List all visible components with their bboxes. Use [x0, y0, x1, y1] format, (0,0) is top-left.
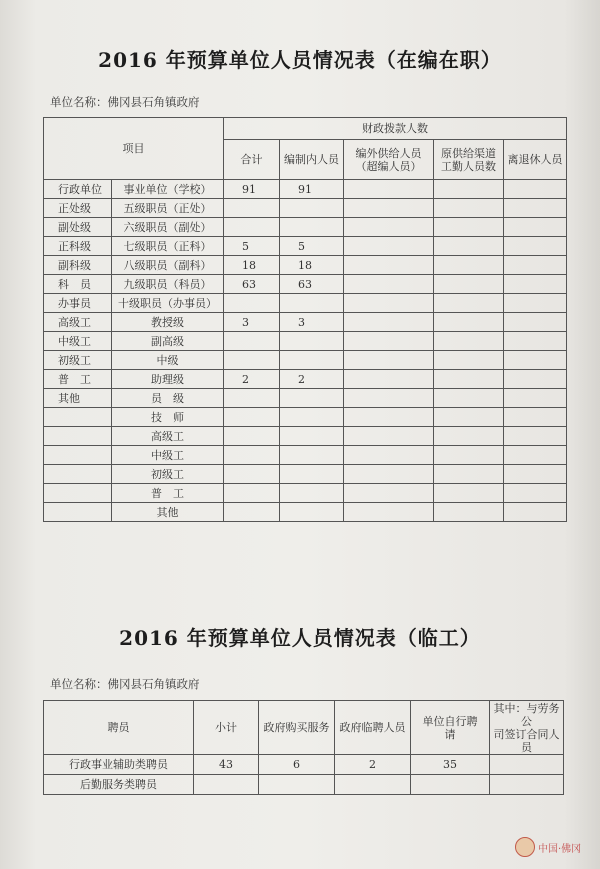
cell-value: 5 — [280, 237, 344, 256]
cell-value — [434, 484, 504, 503]
site-watermark — [515, 836, 593, 858]
cell-value — [224, 503, 280, 522]
cell-value — [504, 275, 567, 294]
table-row — [44, 332, 567, 351]
table-row — [44, 313, 567, 332]
cell-value — [504, 465, 567, 484]
table-row — [44, 755, 564, 775]
row-grade: 其他 — [112, 503, 224, 522]
cell-value — [224, 351, 280, 370]
header-item: 项目 — [44, 118, 224, 180]
header-funding: 财政拨款人数 — [224, 118, 567, 140]
cell-value — [344, 484, 434, 503]
row-grade: 教授级 — [112, 313, 224, 332]
cell-value — [504, 408, 567, 427]
cell-value — [344, 351, 434, 370]
cell-value — [504, 351, 567, 370]
cell-value — [344, 446, 434, 465]
cell-value — [344, 370, 434, 389]
cell-value — [504, 218, 567, 237]
row-level — [44, 465, 112, 484]
table-row — [44, 427, 567, 446]
cell-value — [335, 775, 411, 795]
cell-value — [344, 427, 434, 446]
row-grade: 普 工 — [112, 484, 224, 503]
row-grade: 技 师 — [112, 408, 224, 427]
row-grade: 五级职员（正处） — [112, 199, 224, 218]
cell-value: 2 — [335, 755, 411, 775]
cell-value — [280, 484, 344, 503]
row-grade: 事业单位（学校） — [112, 180, 224, 199]
row-level — [44, 503, 112, 522]
cell-value — [504, 313, 567, 332]
row-level — [44, 484, 112, 503]
cell-value: 3 — [224, 313, 280, 332]
cell-value — [434, 294, 504, 313]
cell-value — [434, 408, 504, 427]
cell-value: 43 — [194, 755, 259, 775]
cell-value — [411, 775, 490, 795]
cell-value: 18 — [280, 256, 344, 275]
cell-value — [280, 199, 344, 218]
row-level — [44, 427, 112, 446]
cell-value — [434, 465, 504, 484]
t2-header-col-0: 聘员 — [44, 701, 194, 755]
row-grade: 中级 — [112, 351, 224, 370]
header-col-2: 编外供给人员 （超编人员） — [344, 140, 434, 180]
cell-value — [344, 275, 434, 294]
table-row — [44, 294, 567, 313]
cell-value: 2 — [280, 370, 344, 389]
header-col-1: 编制内人员 — [280, 140, 344, 180]
table-row — [44, 218, 567, 237]
table1-unit-label: 单位名称：佛冈县石角镇政府 — [50, 95, 200, 109]
cell-value — [504, 199, 567, 218]
row-level: 高级工 — [44, 313, 112, 332]
cell-value — [280, 294, 344, 313]
cell-value — [434, 313, 504, 332]
cell-value — [504, 427, 567, 446]
cell-value — [344, 256, 434, 275]
cell-value: 91 — [224, 180, 280, 199]
table-row — [44, 370, 567, 389]
row-level: 科 员 — [44, 275, 112, 294]
cell-value — [434, 256, 504, 275]
cell-value: 5 — [224, 237, 280, 256]
cell-value — [344, 313, 434, 332]
cell-value — [434, 427, 504, 446]
cell-value — [434, 199, 504, 218]
row-level: 正科级 — [44, 237, 112, 256]
row-grade: 十级职员（办事员） — [112, 294, 224, 313]
cell-value — [280, 427, 344, 446]
table2-unit-label: 单位名称：佛冈县石角镇政府 — [50, 677, 200, 691]
cell-value: 6 — [259, 755, 335, 775]
row-level — [44, 446, 112, 465]
cell-value — [504, 484, 567, 503]
table-row — [44, 180, 567, 199]
t2-header-col-4: 单位自行聘 请 — [411, 701, 490, 755]
row-level — [44, 408, 112, 427]
row-label: 行政事业辅助类聘员 — [44, 755, 194, 775]
row-grade: 六级职员（副处） — [112, 218, 224, 237]
cell-value: 3 — [280, 313, 344, 332]
cell-value — [344, 237, 434, 256]
table-row — [44, 446, 567, 465]
cell-value — [280, 465, 344, 484]
cell-value — [344, 408, 434, 427]
table-row — [44, 465, 567, 484]
cell-value — [224, 408, 280, 427]
cell-value — [280, 389, 344, 408]
row-grade: 副高级 — [112, 332, 224, 351]
row-level: 办事员 — [44, 294, 112, 313]
table-row — [44, 237, 567, 256]
cell-value — [224, 199, 280, 218]
cell-value — [224, 218, 280, 237]
table-row — [44, 484, 567, 503]
cell-value — [434, 218, 504, 237]
cell-value: 91 — [280, 180, 344, 199]
cell-value — [280, 446, 344, 465]
row-level: 初级工 — [44, 351, 112, 370]
table-row — [44, 199, 567, 218]
cell-value — [224, 332, 280, 351]
cell-value — [434, 332, 504, 351]
cell-value — [434, 180, 504, 199]
table-row — [44, 389, 567, 408]
t2-header-col-1: 小计 — [194, 701, 259, 755]
cell-value — [434, 275, 504, 294]
cell-value — [280, 408, 344, 427]
cell-value — [504, 446, 567, 465]
cell-value — [344, 465, 434, 484]
cell-value — [504, 237, 567, 256]
cell-value — [194, 775, 259, 795]
cell-value — [434, 446, 504, 465]
cell-value — [504, 389, 567, 408]
cell-value — [434, 389, 504, 408]
table-row — [44, 775, 564, 795]
table-row — [44, 275, 567, 294]
row-grade: 高级工 — [112, 427, 224, 446]
row-grade: 七级职员（正科） — [112, 237, 224, 256]
row-grade: 初级工 — [112, 465, 224, 484]
row-grade: 中级工 — [112, 446, 224, 465]
table-row — [44, 256, 567, 275]
header-col-0: 合计 — [224, 140, 280, 180]
cell-value — [224, 389, 280, 408]
cell-value — [504, 503, 567, 522]
cell-value — [344, 503, 434, 522]
row-level: 副科级 — [44, 256, 112, 275]
row-label: 后勤服务类聘员 — [44, 775, 194, 795]
t2-header-col-2: 政府购买服务 — [259, 701, 335, 755]
cell-value — [280, 218, 344, 237]
cell-value — [434, 351, 504, 370]
t2-header-col-5: 其中：与劳务公 司签订合同人员 — [490, 701, 564, 755]
cell-value — [504, 180, 567, 199]
table-row — [44, 503, 567, 522]
seal-icon — [515, 837, 535, 857]
row-level: 其他 — [44, 389, 112, 408]
table-row — [44, 351, 567, 370]
cell-value — [344, 180, 434, 199]
cell-value — [344, 332, 434, 351]
cell-value — [280, 332, 344, 351]
row-level: 副处级 — [44, 218, 112, 237]
cell-value — [504, 294, 567, 313]
cell-value — [259, 775, 335, 795]
cell-value: 18 — [224, 256, 280, 275]
watermark-text: 中国·佛冈 — [538, 843, 582, 855]
cell-value: 63 — [280, 275, 344, 294]
table1-title: 2016 年预算单位人员情况表（在编在职） — [98, 48, 502, 72]
cell-value — [280, 503, 344, 522]
cell-value — [434, 370, 504, 389]
row-level: 行政单位 — [44, 180, 112, 199]
cell-value — [504, 332, 567, 351]
cell-value — [224, 465, 280, 484]
cell-value — [434, 503, 504, 522]
cell-value — [344, 389, 434, 408]
cell-value: 2 — [224, 370, 280, 389]
cell-value — [224, 484, 280, 503]
cell-value — [504, 370, 567, 389]
cell-value — [280, 351, 344, 370]
cell-value — [224, 446, 280, 465]
row-grade: 助理级 — [112, 370, 224, 389]
row-grade: 八级职员（副科） — [112, 256, 224, 275]
row-level: 中级工 — [44, 332, 112, 351]
row-grade: 九级职员（科员） — [112, 275, 224, 294]
cell-value — [434, 237, 504, 256]
cell-value — [490, 755, 564, 775]
cell-value — [344, 218, 434, 237]
cell-value: 35 — [411, 755, 490, 775]
row-level: 普 工 — [44, 370, 112, 389]
cell-value — [224, 294, 280, 313]
header-col-3: 原供给渠道 工勤人员数 — [434, 140, 504, 180]
t2-header-col-3: 政府临聘人员 — [335, 701, 411, 755]
header-col-4: 离退休人员 — [504, 140, 567, 180]
staff-table — [43, 117, 567, 522]
temp-staff-table — [43, 700, 564, 795]
cell-value — [224, 427, 280, 446]
row-level: 正处级 — [44, 199, 112, 218]
cell-value: 63 — [224, 275, 280, 294]
table2-title: 2016 年预算单位人员情况表（临工） — [119, 626, 481, 650]
cell-value — [504, 256, 567, 275]
cell-value — [490, 775, 564, 795]
cell-value — [344, 294, 434, 313]
table-row — [44, 408, 567, 427]
cell-value — [344, 199, 434, 218]
row-grade: 员 级 — [112, 389, 224, 408]
